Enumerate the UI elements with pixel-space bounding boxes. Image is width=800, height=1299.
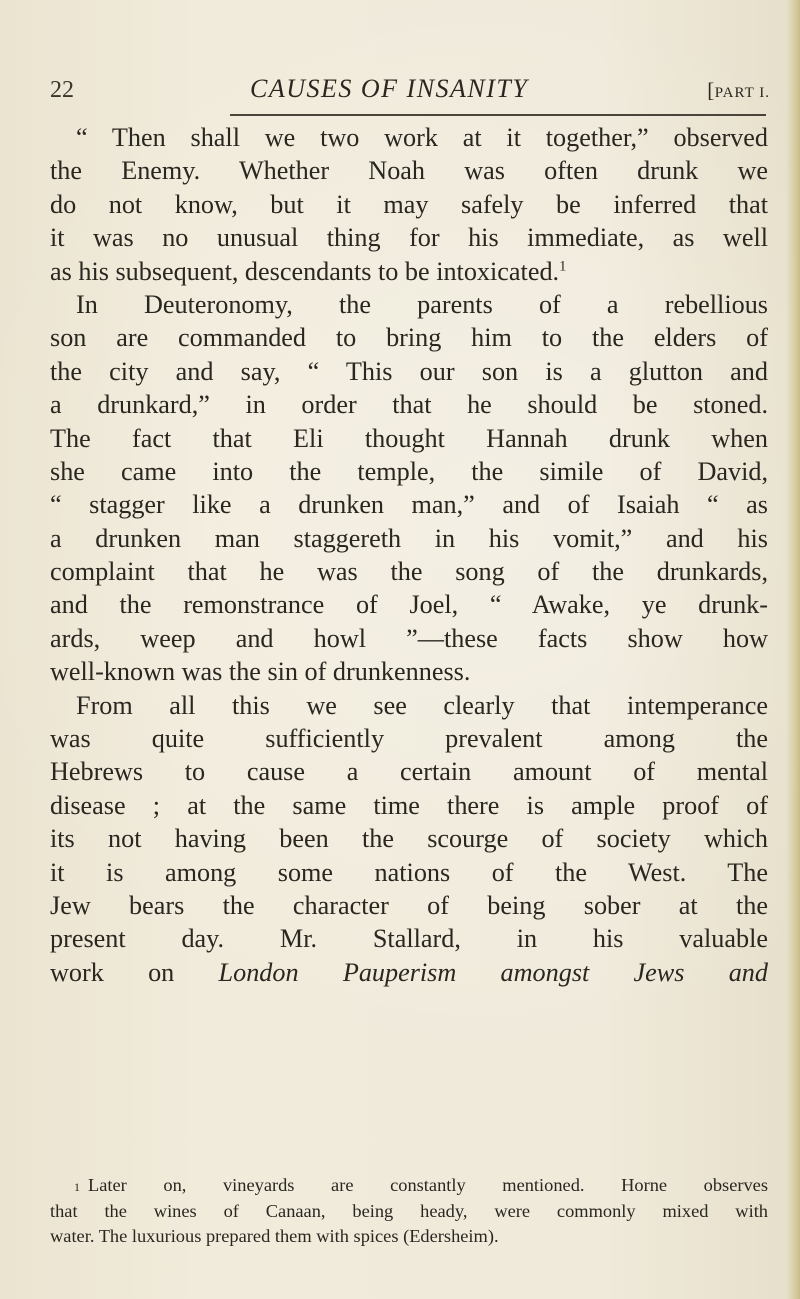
text-line: In Deuteronomy, the parents of a rebellious <box>76 289 768 319</box>
running-title: CAUSES OF INSANITY <box>250 74 529 103</box>
text-line: do not know, but it may safely be inferred that <box>50 189 768 219</box>
italic-title: London Pauperism amongst Jews and <box>218 957 768 987</box>
text-line: Jew bears the character of being sober at the <box>50 890 768 920</box>
text-line: the city and say, “ This our son is a glutton and <box>50 356 768 386</box>
text-line: a drunken man staggereth in his vomit,” and his <box>50 523 768 553</box>
footnote-line: that the wines of Canaan, being heady, were commonly mixed with <box>50 1200 768 1221</box>
text-line: The fact that Eli thought Hannah drunk when <box>50 423 768 453</box>
footnote-line: water. The luxurious prepared them with spices (Edersheim). <box>50 1226 499 1246</box>
text-line: and the remonstrance of Joel, “ Awake, ye drunk- <box>50 590 768 620</box>
text-line: “ Then shall we two work at it together,” observed <box>76 123 768 152</box>
part-label <box>707 78 770 105</box>
text-line: its not having been the scourge of society which <box>50 824 768 854</box>
text-line: disease ; at the same time there is ample proof of <box>50 790 768 820</box>
footnotes <box>50 1173 768 1250</box>
text-line: From all this we see clearly that intemperance <box>76 690 768 720</box>
footnote-marker: 1 <box>74 1180 80 1194</box>
page-number: 22 <box>50 77 74 103</box>
body-text <box>50 121 768 989</box>
header-rule <box>230 114 766 116</box>
text-line: a drunkard,” in order that he should be stoned. <box>50 390 768 420</box>
text-line: complaint that he was the song of the drunkards, <box>50 557 768 587</box>
text-line: Hebrews to cause a certain amount of mental <box>50 757 768 787</box>
text-line: son are commanded to bring him to the elders of <box>50 323 768 353</box>
text-line: ards, weep and howl ”—these facts show how <box>50 623 768 653</box>
text-line: well-known was the sin of drunkenness. <box>50 657 471 687</box>
part-bracket: [ <box>707 78 715 102</box>
text-line-content: as his subsequent, descendants to be intoxicated. <box>50 256 560 286</box>
page-edge-shadow <box>786 0 800 1299</box>
running-header <box>50 74 770 114</box>
text-line: it is among some nations of the West. The <box>50 857 768 887</box>
footnote-line <box>50 1173 768 1199</box>
text-line: was quite sufficiently prevalent among the <box>50 724 768 754</box>
text-line <box>50 956 768 989</box>
text-line: “ stagger like a drunken man,” and of Isaiah “ as <box>50 490 768 520</box>
footnote-text: Later on, vineyards are constantly mentioned. Horne observes <box>88 1175 768 1195</box>
text-line: the Enemy. Whether Noah was often drunk we <box>50 156 768 186</box>
text-line <box>50 255 768 288</box>
part-text: PART I. <box>714 85 770 101</box>
text-line: it was no unusual thing for his immediate, as well <box>50 223 768 253</box>
text-line: she came into the temple, the simile of David, <box>50 456 768 486</box>
text-line: present day. Mr. Stallard, in his valuable <box>50 924 768 954</box>
text-line-content: work on <box>50 957 175 987</box>
footnote-reference: 1 <box>559 257 567 274</box>
